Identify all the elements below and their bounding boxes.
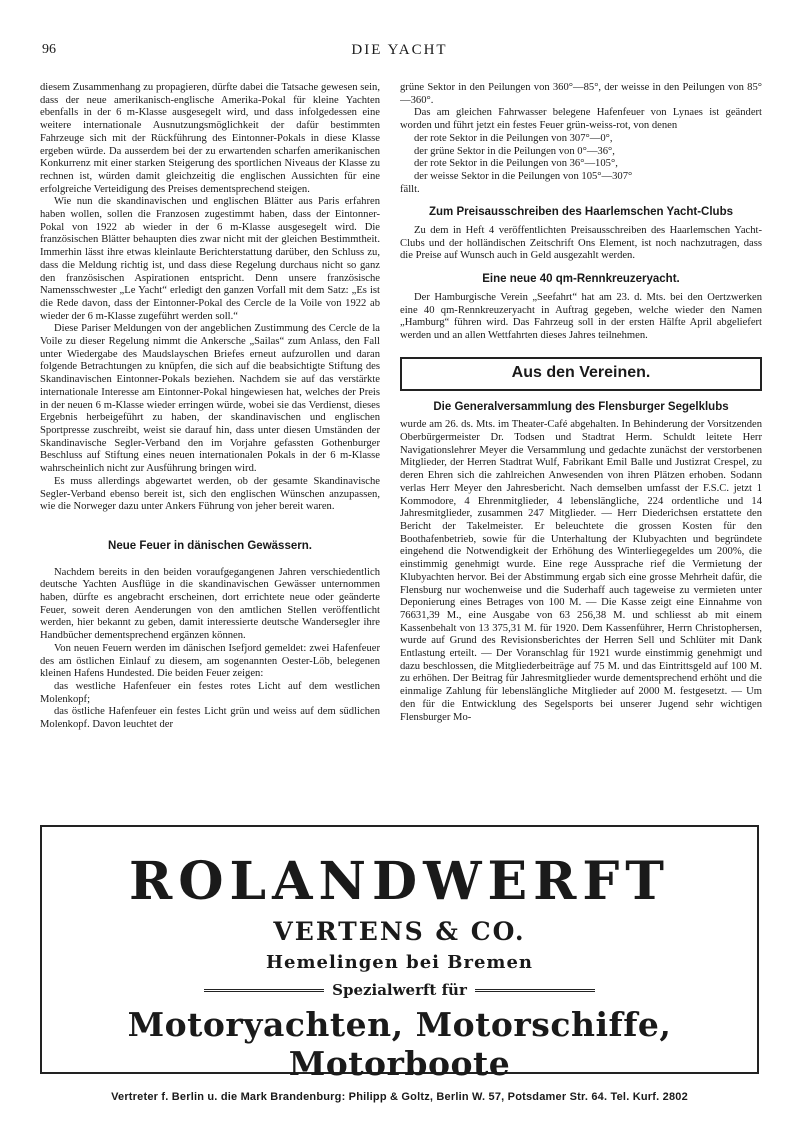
ad-company-name: VERTENS & CO.: [273, 917, 526, 946]
paragraph: Diese Pariser Meldungen von der angeblichen Zustimmung des Cercle de la Voile zu dieser Regelung nimmt die Ankersche „Sailas“ zum Anlass, den Fall unter Wiedergabe des Maudslayschen Briefes erneut aufzurollen und daran folgende Betrachtungen zu knüpfen, die sich auf die beabsichtigte Stiftung des Skandinavischen Eintonner-Pokals beziehen. Nachdem sie auf das verstärkte internationale Interesse am Eintonner-Pokal hingewiesen hat, welches der Preis in der neuen 6 m-Klasse wieder erringen würde, wobei sie das Verdienst, dieses Ergebnis herbeigeführt zu haben, der skandinavischen und englischen Sportpresse zuschreibt, weist sie darauf hin, dass unter diesen Umständen der Skandinavische Segler-Verband den im Vorjahre gefassten Gothenburger Beschluss auf Stiftung eines neuen internationalen Pokals in der 6 m-Klasse wahrscheinlich nicht zur Ausführung bringen wird.: [40, 323, 380, 475]
heading-neue-feuer: Neue Feuer in dänischen Gewässern.: [108, 539, 312, 552]
sector-line: der rote Sektor in die Peilungen von 307°—0°,: [414, 132, 613, 144]
paragraph: Von neuen Feuern werden im dänischen Isefjord gemeldet: zwei Hafenfeuer des am östlichen Einlauf zu diesem, am sogenannten Oester-Löb, belegenen kleinen Hafens Hundested. Die beiden Feuer zeigen:: [40, 642, 380, 680]
paragraph: Zu dem in Heft 4 veröffentlichten Preisausschreiben des Haarlemschen Yacht-Clubs und der holländischen Zeitschrift Ons Element, ist noch nachzutragen, dass die Preise auf Wunsch auch in Geld ausgezahlt werden.: [400, 225, 762, 262]
section-box-vereine: Aus den Vereinen.: [400, 357, 762, 391]
sector-line: der weisse Sektor in die Peilungen von 105°—307°: [414, 170, 633, 182]
paragraph: das westliche Hafenfeuer ein festes rotes Licht auf dem westlichen Molenkopf;: [40, 680, 380, 705]
ad-specialty: Spezialwerft für: [332, 981, 467, 999]
decorative-rule: [204, 989, 324, 992]
paragraph: Der Hamburgische Verein „Seefahrt“ hat am 23. d. Mts. bei den Oertzwerken eine 40 qm-Rennkreuzeryacht in Auftrag gegeben, welche wieder den Namen „Hamburg“ führen wird. Das Fahrzeug soll in der ersten Hälfte April abgeliefert werden und an allen Wettfahrten dieses Jahres teilnehmen.: [400, 291, 762, 341]
heading-generalversammlung: Die Generalversammlung des Flensburger Segelklubs: [433, 400, 729, 413]
paragraph: Das am gleichen Fahrwasser belegene Hafenfeuer von Lynaes ist geändert worden und führt jetzt ein festes Feuer grün-weiss-rot, von denen: [400, 107, 762, 132]
paragraph: grüne Sektor in den Peilungen von 360°—85°, der weisse in den Peilungen von 85°—360°.: [400, 82, 762, 106]
heading-preisausschreiben: Zum Preisausschreiben des Haarlemschen Yacht-Clubs: [428, 206, 734, 219]
paragraph: Es muss allerdings abgewartet werden, ob der gesamte Skandinavische Segler-Verband ebenso bereit ist, sich den englischen Wünschen anzupassen, wie die Norweger dazu unter Ankers Führung von jeher bereit waren.: [40, 475, 380, 513]
paragraph: das östliche Hafenfeuer ein festes Licht grün und weiss auf dem südlichen Molenkopf. Davon leuchtet der: [40, 706, 380, 731]
ad-brand-name: ROLANDWERFT: [129, 851, 670, 912]
ad-specialty-row: [42, 981, 757, 999]
sector-line: fällt.: [400, 183, 420, 195]
running-head-title: DIE YACHT: [351, 42, 448, 58]
ad-products: Motoryachten, Motorschiffe, Motorboote: [127, 1005, 672, 1083]
left-column: [40, 82, 380, 812]
ad-location: Hemelingen bei Bremen: [266, 952, 533, 973]
sector-line: der rote Sektor in die Peilungen von 36°—105°,: [414, 158, 618, 170]
paragraph: Nachdem bereits in den beiden voraufgegangenen Jahren verschiedentlich deutsche Yachten Ausflüge in die skandinavischen Gewässer unternommen haben, dürfte es angebracht erscheinen, dort errichtete neue oder geänderte Feuer, soweit deren Aenderungen von den amtlichen Stellen veröffentlicht werden, hier bekannt zu geben, damit interessierte deutsche Wandersegler ihre Handbücher dementsprechend ergänzen können.: [40, 566, 380, 642]
ad-representative: Vertreter f. Berlin u. die Mark Brandenburg: Philipp & Goltz, Berlin W. 57, Potsdamer Str. 64. Tel. Kurf. 2802: [111, 1091, 688, 1103]
paragraph: wurde am 26. ds. Mts. im Theater-Café abgehalten. In Behinderung der Vorsitzenden Oberbürgermeister Dr. Todsen und Stadtrat Herm. Schuldt leitete Herr Navigationslehrer Meyer die Versammlung und gedachte zunächst der verstorbenen Mitglieder, der Herren Stadtrat Wulf, Fabrikant Emil Balle und Justizrat Crespel, zu deren Ehren sich die zahlreichen Anwesenden von ihren Plätzen erhoben. Sodann verlas Herr Meyer den Jahresbericht. Nach demselben umfasst der F.S.C. jetzt 1 Kommodore, 4 Ehrenmitglieder, 4 lebenslängliche, 224 ordentliche und 14 Jahresmitglieder, zusammen 247 Mitglieder. — Herr Diederichsen erstattete den Bericht der Takelmeister. Er beleuchtete die grossen Kosten für den Boothafenbetrieb, sowie für die Unterhaltung der Klubyachten und begründete eingehend die Notwendigkeit der Erhöhung des Winterliegegeldes um 200%, die einstimmig genehmigt wurde. Eine rege Aussprache rief die Vermietung der Klubyachten hervor. Bei der Abstimmung ergab sich eine grosse Mehrheit dafür, die Flensburg nur wochenweise und die Suderhaff auch tageweise zu vermieten unter Deponierung eines Betrages von 100 M. — Die Kasse zeigt eine Einnahme von 76631,39 M., eine Ausgabe von 63 256,38 M. und schliesst ab mit einem Kassenbehalt von 13 375,31 M. für 1920. Dem Kassenführer, Herrn Christophersen, wurde auf Grund des Revisionsberichtes der Herren Sell und Schlüter mit Dank Entlastung erteilt. — Der Voranschlag für 1921 wurde einstimmig genehmigt und dazu beschlossen, die Mitgliederbeiträge auf 75 M. und das Eintrittsgeld auf 100 M. zu erhöhen. Der Beitrag für Jahresmitglieder wurde dementsprechend erhöht und die einmalige Zahlung für lebenslängliche Mitglieder auf 2000 M. festgesetzt. — Um den für die Entwicklung des Segelsports bei unserer Jugend sehr wichtigen Flensburger Mo-: [400, 419, 762, 723]
decorative-rule: [475, 989, 595, 992]
right-column: [400, 82, 762, 812]
heading-rennkreuzeryacht: Eine neue 40 qm-Rennkreuzeryacht.: [482, 273, 680, 286]
advertisement-rolandwerft: [40, 825, 759, 1103]
paragraph: diesem Zusammenhang zu propagieren, dürfte dabei die Tatsache gewesen sein, dass der neue amerikanisch-englische Amerika-Pokal für kleine Yachten ebenfalls in der 6 m-Klasse ausgesegelt wird, und dass infolgedessen eine weitere internationale Ausnutzungsmöglichkeit der dafür bestimmten Fahrzeuge sich mit der Rückführung des Eintonner-Pokals in diese Klasse ergeben würde. Da ausserdem bei der zu erwartenden scharfen amerikanischen Konkurrenz mit einer starken Steigerung des sportlichen Niveaus der Klasse zu rechnen ist, würden damit gleichzeitig die englischen Aussichten für eine erfolgreiche Verteidigung des Preises dementsprechend steigen.: [40, 82, 380, 195]
page-number: 96: [42, 42, 56, 57]
sector-line: der grüne Sektor in die Peilungen von 0°—36°,: [414, 145, 615, 157]
paragraph: Wie nun die skandinavischen und englischen Blätter aus Paris erfahren haben wollen, sollen die Franzosen zugestimmt haben, dass der Eintonner-Pokal von 1922 ab wieder in der 6 m-Klasse ausgesegelt wird. Die französischen Blätter behaupten dies zwar nicht mit der gleichen Bestimmtheit. Immerhin lässt ihre etwas kleinlaute Berichterstattung darüber, den Schluss zu, dass die Meldung richtig ist, und dass diese Regelung durchaus nicht so ganz den französischen Aspirationen entspricht. Denn unsere französische Namensschwester „Le Yacht“ erledigt den ganzen Vorfall mit dem Satz: „Es ist die Rede davon, dass der Eintonner-Pokal des Cercle de la Voile von 1922 ab wieder der 6 m-Klasse zugeführt werden soll.“: [40, 196, 380, 322]
